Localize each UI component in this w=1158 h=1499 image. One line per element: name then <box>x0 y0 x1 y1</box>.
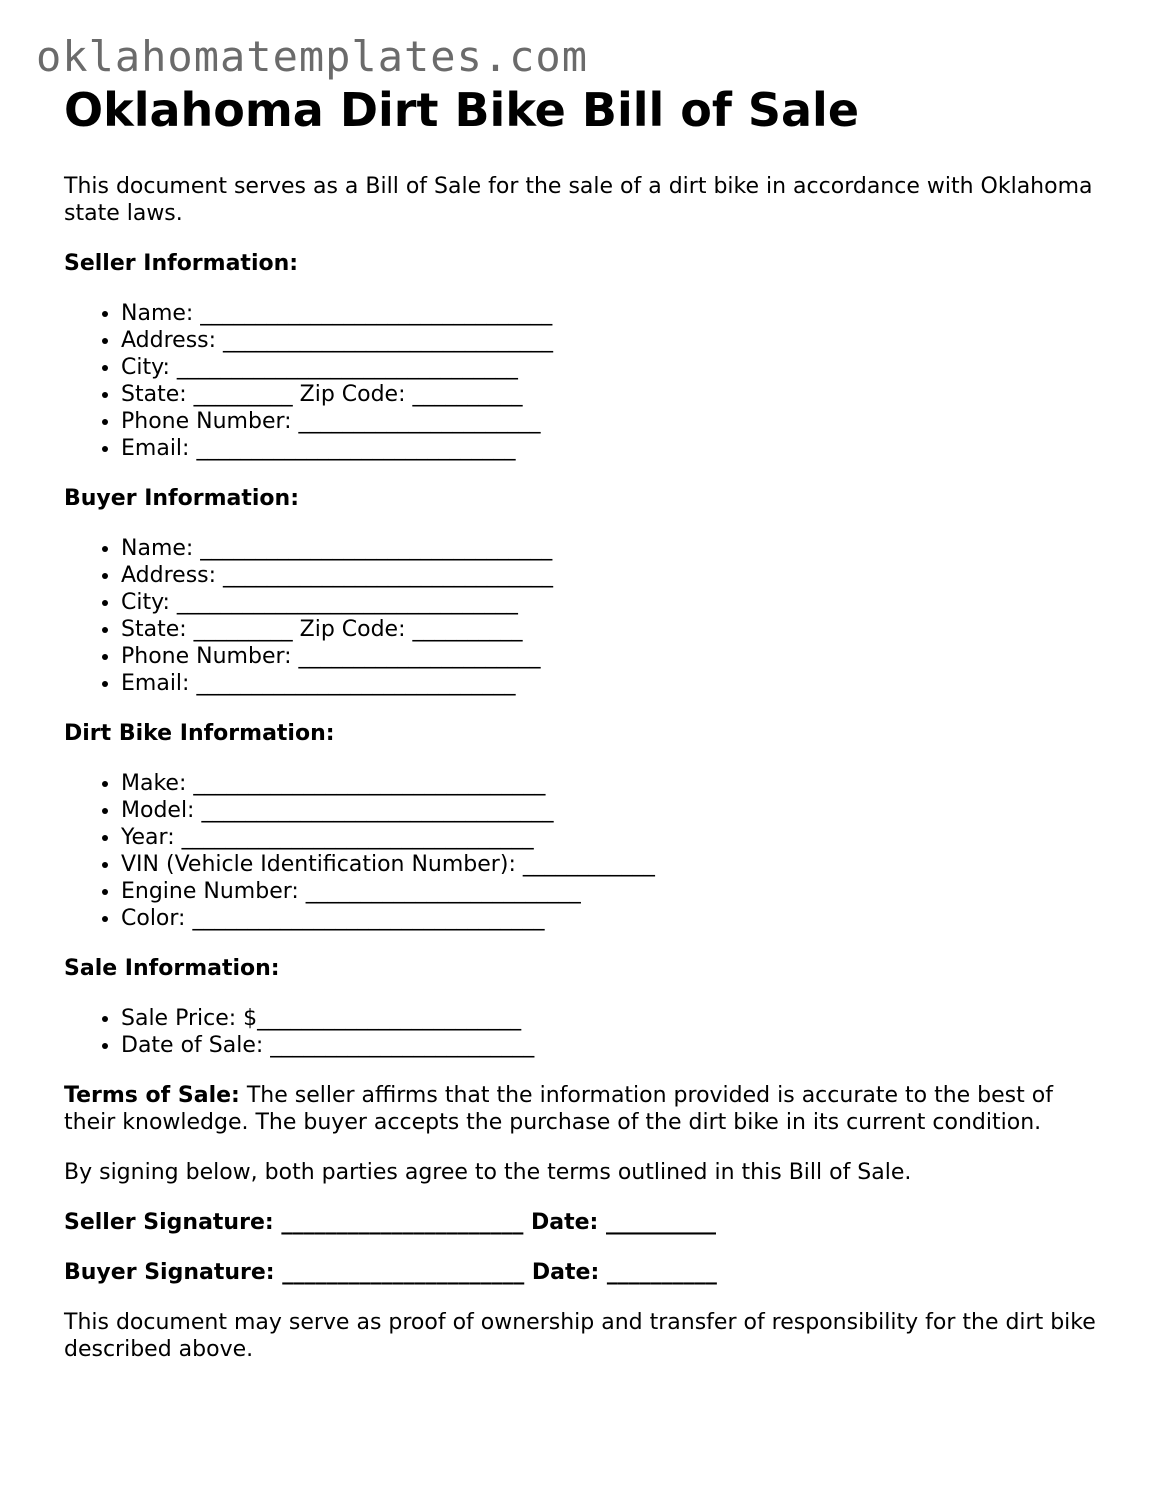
bike-color-field: • Color: ________________________________ <box>121 905 1104 932</box>
seller-email-field: • Email: _____________________________ <box>121 435 1104 462</box>
buyer-signature-line: Buyer Signature: ______________________ Date: __________ <box>64 1260 717 1285</box>
terms-paragraph <box>64 1082 1104 1136</box>
intro-paragraph: This document serves as a Bill of Sale for the sale of a dirt bike in accordance with Oklahoma state laws. <box>64 174 1093 226</box>
seller-city-field: • City: _______________________________ <box>121 354 1104 381</box>
sale-price-field: • Sale Price: $________________________ <box>121 1005 1104 1032</box>
sale-date-field: • Date of Sale: ________________________ <box>121 1032 1104 1059</box>
watermark: oklahomatemplates.com <box>36 32 589 81</box>
seller-address-field: • Address: ______________________________ <box>121 327 1104 354</box>
document-title: Oklahoma Dirt Bike Bill of Sale <box>64 83 860 137</box>
document-body <box>64 84 1104 1363</box>
sale-fields <box>64 1005 1104 1059</box>
bike-make-field: • Make: ________________________________ <box>121 770 1104 797</box>
seller-fields <box>64 300 1104 462</box>
buyer-email-field: • Email: _____________________________ <box>121 670 1104 697</box>
seller-phone-field: • Phone Number: ______________________ <box>121 408 1104 435</box>
closing-paragraph: This document may serve as proof of ownership and transfer of responsibility for the dirt bike described above. <box>64 1310 1096 1362</box>
buyer-state-zip-field: • State: _________ Zip Code: __________ <box>121 616 1104 643</box>
bike-heading: Dirt Bike Information: <box>64 721 335 746</box>
seller-name-field: • Name: ________________________________ <box>121 300 1104 327</box>
buyer-name-field: • Name: ________________________________ <box>121 535 1104 562</box>
bike-vin-field: • VIN (Vehicle Identification Number): ____________ <box>121 851 1104 878</box>
buyer-fields <box>64 535 1104 697</box>
terms-text: The seller affirms that the information provided is accurate to the best of their knowledge. The buyer accepts the purchase of the dirt bike in its current condition. <box>64 1083 1053 1135</box>
buyer-address-field: • Address: ______________________________ <box>121 562 1104 589</box>
terms-label: Terms of Sale: <box>64 1083 240 1108</box>
seller-signature-line: Seller Signature: ______________________ Date: __________ <box>64 1210 716 1235</box>
bike-engine-number-field: • Engine Number: _________________________ <box>121 878 1104 905</box>
seller-heading: Seller Information: <box>64 251 299 276</box>
bike-year-field: • Year: ________________________________ <box>121 824 1104 851</box>
bike-fields <box>64 770 1104 932</box>
agreement-paragraph: By signing below, both parties agree to the terms outlined in this Bill of Sale. <box>64 1160 912 1185</box>
buyer-city-field: • City: _______________________________ <box>121 589 1104 616</box>
buyer-heading: Buyer Information: <box>64 486 299 511</box>
bike-model-field: • Model: ________________________________ <box>121 797 1104 824</box>
buyer-phone-field: • Phone Number: ______________________ <box>121 643 1104 670</box>
seller-state-zip-field: • State: _________ Zip Code: __________ <box>121 381 1104 408</box>
sale-heading: Sale Information: <box>64 956 280 981</box>
